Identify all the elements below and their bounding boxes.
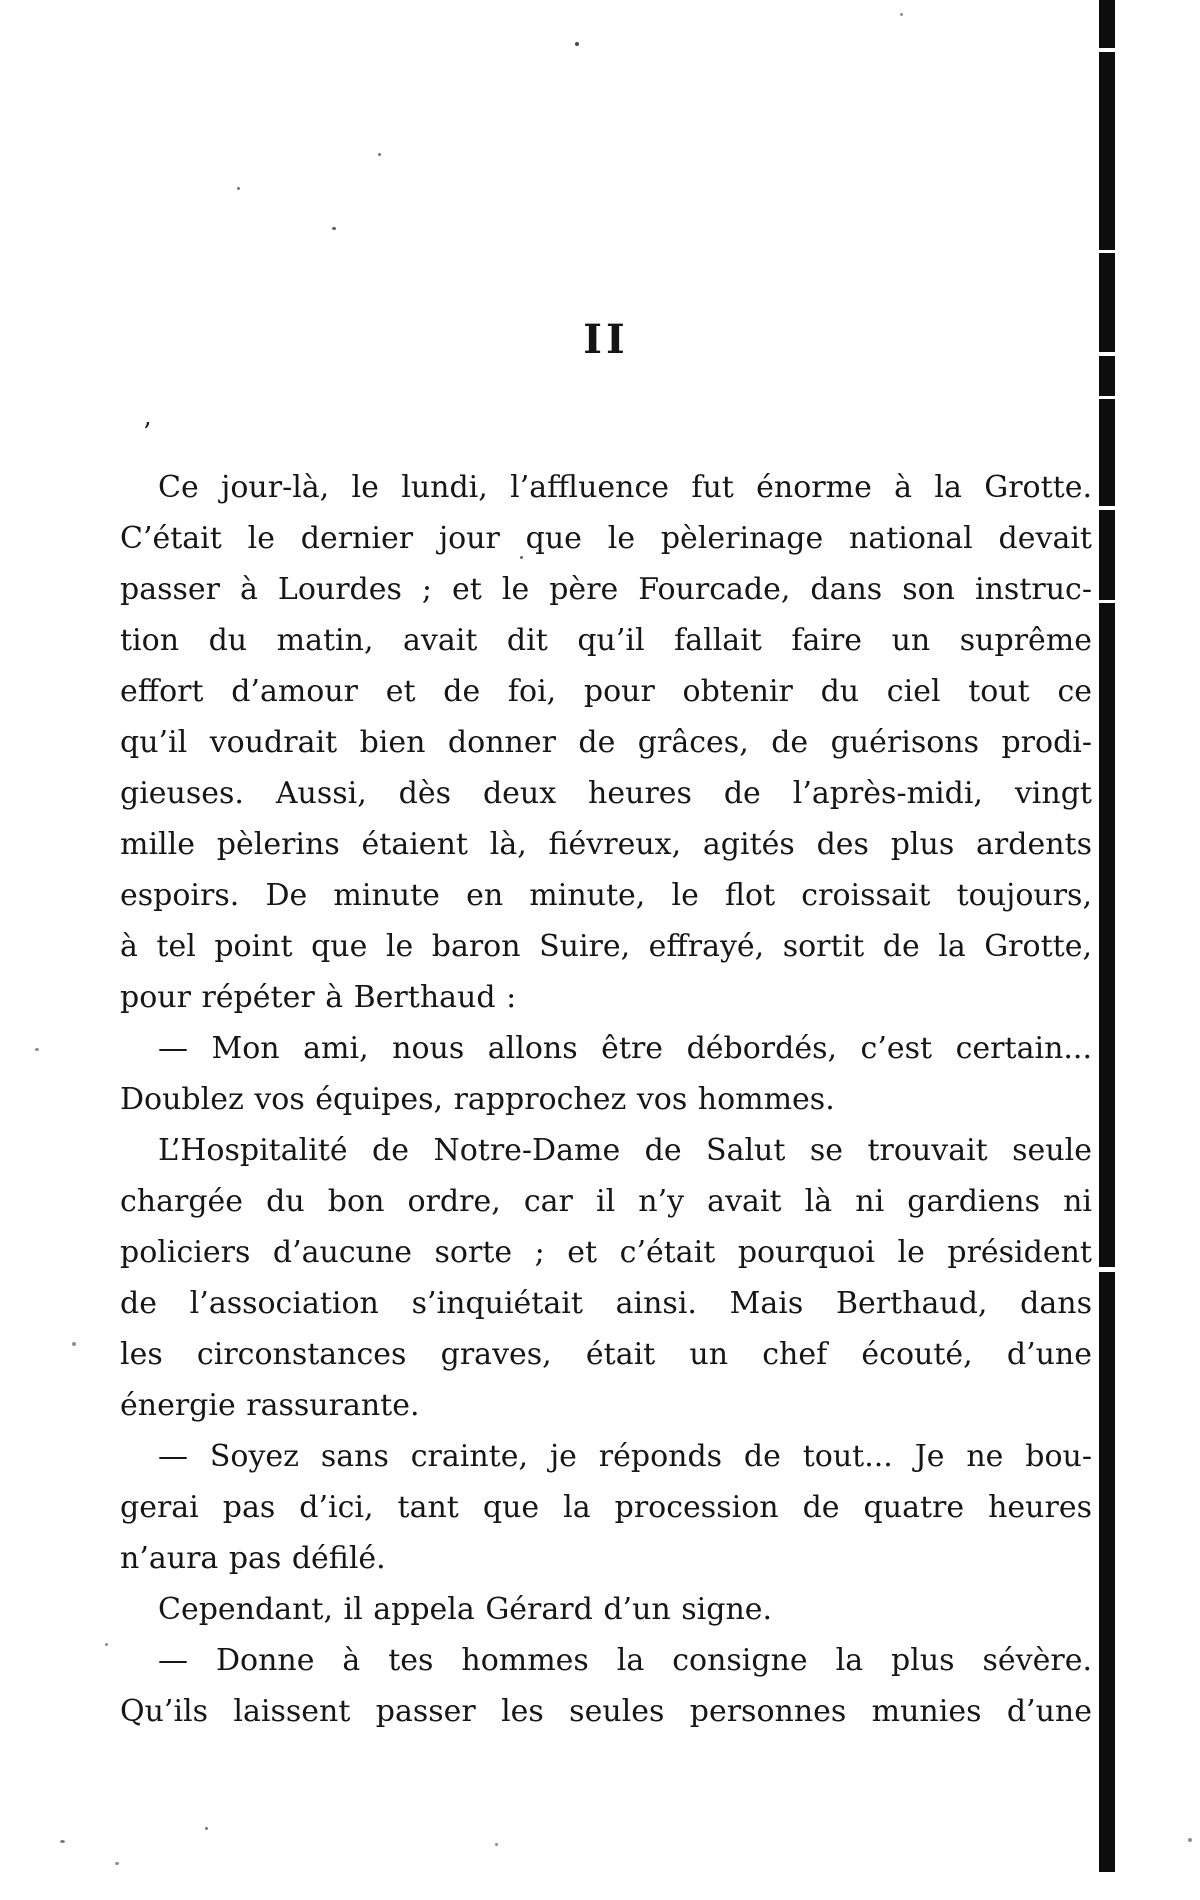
text-line: les circonstances graves, était un chef écouté, d’une: [120, 1337, 1092, 1372]
binding-bar-gap: [1098, 396, 1116, 399]
paragraph: [120, 1635, 1092, 1737]
page-text: [120, 462, 1092, 1737]
text-line: effort d’amour et de foi, pour obtenir du ciel tout ce: [120, 674, 1092, 709]
text-line: C’était le dernier jour que le pèlerinage national devait: [120, 521, 1092, 556]
paragraph: [120, 1125, 1092, 1431]
text-line: — Soyez sans crainte, je réponds de tout... Je ne bou-: [158, 1439, 1092, 1474]
scan-speck: [35, 1048, 39, 1051]
scan-speck: [575, 42, 579, 46]
text-line: Cependant, il appela Gérard d’un signe.: [158, 1592, 773, 1627]
scan-speck: [237, 187, 240, 190]
paragraph: [120, 1431, 1092, 1584]
scan-speck: [115, 1862, 119, 1865]
text-line: policiers d’aucune sorte ; et c’était pourquoi le président: [120, 1235, 1092, 1270]
text-line: de l’association s’inquiétait ainsi. Mais Berthaud, dans: [120, 1286, 1092, 1321]
binding-bar-gap: [1098, 48, 1116, 52]
scan-speck: [495, 1843, 498, 1846]
paragraph: [120, 462, 1092, 1023]
binding-bar-gap: [1098, 250, 1116, 253]
text-line: gieuses. Aussi, dès deux heures de l’après-midi, vingt: [120, 776, 1092, 811]
chapter-number-heading: II: [583, 316, 629, 363]
text-line: L’Hospitalité de Notre-Dame de Salut se trouvait seule: [158, 1133, 1092, 1168]
text-line: Ce jour-là, le lundi, l’affluence fut énorme à la Grotte.: [158, 470, 1092, 505]
text-line: chargée du bon ordre, car il n’y avait là ni gardiens ni: [120, 1184, 1092, 1219]
text-line: à tel point que le baron Suire, effrayé, sortit de la Grotte,: [120, 929, 1092, 964]
text-line: gerai pas d’ici, tant que la procession de quatre heures: [120, 1490, 1092, 1525]
paragraph: [120, 1584, 1092, 1635]
text-line: pour répéter à Berthaud :: [120, 980, 517, 1015]
text-line: énergie rassurante.: [120, 1388, 420, 1423]
scan-speck: [205, 1827, 208, 1830]
text-line: — Mon ami, nous allons être débordés, c’est certain...: [158, 1031, 1092, 1066]
scan-speck: [900, 13, 903, 16]
text-line: espoirs. De minute en minute, le flot croissait toujours,: [120, 878, 1092, 913]
text-line: tion du matin, avait dit qu’il fallait faire un suprême: [120, 623, 1092, 658]
text-line: Doublez vos équipes, rapprochez vos hommes.: [120, 1082, 835, 1117]
scan-speck: [72, 1342, 76, 1346]
text-line: passer à Lourdes ; et le père Fourcade, dans son instruc-: [120, 572, 1092, 607]
text-line: n’aura pas défilé.: [120, 1541, 386, 1576]
text-line: Qu’ils laissent passer les seules personnes munies d’une: [120, 1694, 1092, 1729]
text-line: mille pèlerins étaient là, fiévreux, agités des plus ardents: [120, 827, 1092, 862]
scan-speck: [1188, 1838, 1192, 1842]
binding-bar-gap: [1098, 1267, 1116, 1272]
stray-ink-mark: ’: [143, 418, 152, 448]
scan-speck: [520, 556, 523, 559]
binding-bar-gap: [1098, 506, 1116, 510]
binding-bar-gap: [1098, 600, 1116, 603]
scan-speck: [60, 1840, 65, 1843]
paragraph: [120, 1023, 1092, 1125]
scan-speck: [378, 153, 381, 156]
text-line: — Donne à tes hommes la consigne la plus sévère.: [158, 1643, 1092, 1678]
binding-bar-segmented: [1099, 0, 1115, 1872]
text-line: qu’il voudrait bien donner de grâces, de guérisons prodi-: [120, 725, 1092, 760]
scan-speck: [332, 227, 336, 230]
scan-speck: [105, 1643, 108, 1646]
binding-bar-gap: [1098, 352, 1116, 356]
